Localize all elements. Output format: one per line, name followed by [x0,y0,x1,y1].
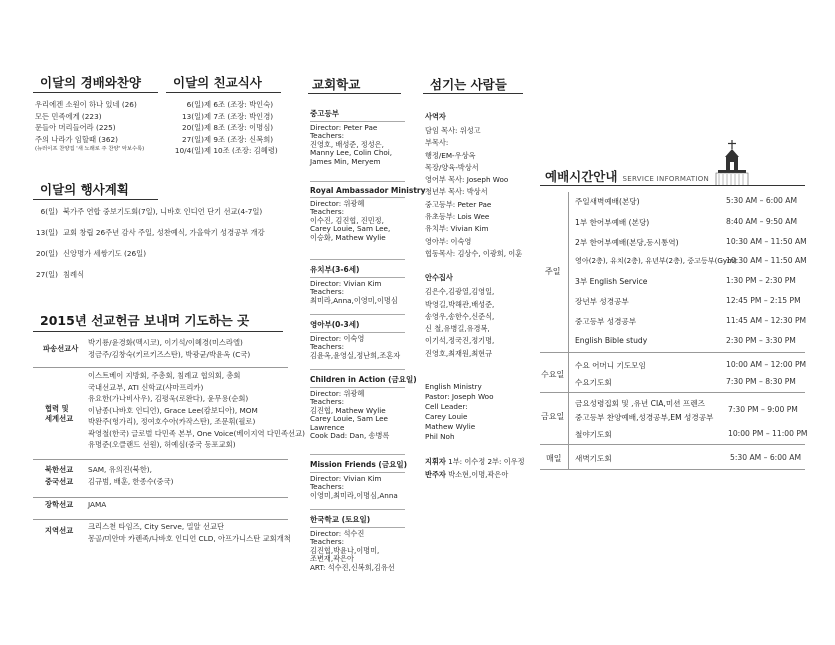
mission-line: JAMA [88,500,107,509]
fellowship-group: 제 7조 (조장: 박인경) [204,111,274,121]
mission-line: 유명준(오클랜드 선원), 허예심(중국 동포교회) [88,440,236,449]
fellowship-group: 제 6조 (조장: 박인숙) [204,100,274,109]
mission-group-label: 장학선교 [45,500,74,509]
service-name: 수요기도회 [575,378,612,387]
staff-line: 영어부 목사: Joseph Woo [425,175,509,185]
school-line: Director: 이숙영 [310,334,365,343]
mission-line: 크리스천 타임즈, City Serve, 밀알 선교단 [88,522,225,531]
hymn-item: 주의 나라가 임할때 (362) [35,134,118,144]
service-day: 매일 [546,454,562,463]
event-date: 20(일) [35,249,58,258]
school-units [310,108,426,584]
divider [540,444,805,445]
hymn-item: 모든 민족에게 (223) [35,111,102,121]
service-time: 12:45 PM – 2:15 PM [726,296,801,305]
service-name: 중고등부 성경공부 [575,317,637,326]
school-line: Director: 석수진 [310,529,365,538]
service-time: 7:30 PM – 8:30 PM [726,377,796,386]
divider [308,93,401,94]
service-time: 10:00 AM – 12:00 PM [726,360,807,369]
staff-line: 담임 목사: 위성고 [425,126,481,135]
divider [310,121,405,122]
school-line: Teachers: [310,207,345,217]
service-time: 5:30 AM – 6:00 AM [726,196,798,205]
mission-group-lines [88,464,173,487]
school-line: Director: Vivian Kim [310,474,382,483]
event-row [30,206,290,227]
fellowship-row [166,111,286,123]
divider [540,185,805,186]
servants-title: 섬기는 사람들 [430,77,507,92]
service-name: 2부 한어부예배(본당,동시통역) [575,238,679,247]
school-unit-name: 한국학교 (토요일) [310,515,371,524]
english-line: Cell Leader: [425,402,468,412]
event-text: 신앙명가 세쌍기도 (26일) [63,249,147,258]
english-ministry [425,382,530,442]
mission-group [33,337,288,367]
staff-line: 유치부: Vivian Kim [425,224,489,234]
school-line: 조변재,곽은아 [310,554,354,564]
event-row [30,269,290,290]
event-date: 6(일) [40,207,58,216]
hymns-list [35,99,144,154]
deacon-line: 김은수,김광열,김영일, [425,287,495,297]
divider [540,469,805,470]
divider [310,387,405,388]
divider [33,331,283,332]
event-date: 27(일) [35,270,58,279]
divider [310,527,405,528]
events-list [30,206,290,290]
school-unit-name: Mission Friends (금요일) [310,460,408,469]
fellowship-group: 제 10조 (조장: 김혜령) [204,146,278,156]
english-line: Carey Louie [425,412,468,422]
staff-line: 행정/EM-우상옥 [425,150,476,160]
conductor-text: 1부: 이수정 2부: 이우정 [448,457,525,467]
service-time: 10:30 AM – 11:50 AM [726,256,807,265]
mission-line: 김규범, 배훈, 한종수(중국) [88,476,174,486]
school-line: Manny Lee, Colin Choi, [310,148,393,158]
school-line: 이영미,최미라,이명심,Anna [310,490,398,500]
event-text: 교회 창립 26주년 감사 주일, 성찬예식, 가을학기 성경공부 개강 [63,228,265,237]
school-line: Carey Louie, Sam Lee [310,414,388,424]
service-day: 금요일 [541,412,565,421]
conductor-row [425,455,530,468]
english-line: Mathew Wylie [425,422,476,432]
school-title: 교회학교 [312,77,361,92]
servants-content [425,112,530,481]
deacon-line: 진영호,최재원,최현규 [425,348,493,358]
school-line: James Min, Meryem [310,156,381,166]
service-name: 주일새벽예배(본당) [575,197,640,206]
divider [310,472,405,473]
event-date: 13(일) [35,228,58,237]
fellowship-date: 20(일) [181,123,204,133]
staff-line: 영아부: 이숙영 [425,236,472,246]
divider [310,277,405,278]
school-line: 최미라,Anna,이영미,이명심 [310,295,398,305]
mission-group-lines [88,370,305,451]
divider [310,197,405,198]
service-time: 11:45 AM – 12:30 PM [726,316,807,325]
staff-line: 협동목사: 김상수, 이광희, 이훈 [425,248,523,258]
school-unit-name: 영아부(0-3세) [310,320,360,329]
hymn-item: 문들아 머리들어라 (225) [35,123,116,132]
school-unit [310,260,405,314]
mission-group-lines [88,499,106,511]
service-day: 주일 [545,267,561,276]
service-name: English Bible study [575,336,648,345]
service-day: 수요일 [541,370,565,379]
mission-group [33,464,288,492]
fellowship-row [166,122,286,134]
deacon-line: 송영우,송한수,신준식, [425,311,495,321]
school-line: 김진협,박윤나,이명미, [310,545,380,555]
mission-group [33,521,291,549]
divider [540,392,805,393]
staff-line: 부목사: [425,138,449,148]
fellowship-date: 13(일) [181,111,204,121]
service-time: 7:30 PM – 9:00 PM [728,405,798,414]
deacons-title: 안수집사 [425,273,453,283]
school-unit [310,510,405,584]
service-name: 장년부 성경공부 [575,297,629,306]
service-time: 10:00 PM – 11:00 PM [728,429,808,438]
school-line: ART: 석수진,신복희,김유선 [310,562,395,572]
staff-title: 사역자 [425,112,446,121]
school-unit [310,108,405,181]
mission-line: 박기룡/윤경화(멕시코), 이기석/이혜경(미스라엘) [88,338,243,347]
event-text: 침례식 [63,270,85,279]
staff-line: 목장/양육-박상서 [425,162,479,172]
fellowship-date: 10/4(일) [174,146,204,156]
mission-group-lines [88,521,291,544]
accompanist-label: 반주자 [425,470,446,480]
divider [33,92,158,93]
mission-line: 곽영철(한국) 글로벌 다민족 본부, One Voice(베이지역 다민족선교) [88,428,305,438]
school-line: Teachers: [310,537,345,547]
school-unit-name: Royal Ambassador Ministry [310,186,426,195]
service-name: 철야기도회 [575,430,612,439]
divider [33,519,288,520]
english-line: English Ministry [425,382,482,392]
divider [540,352,805,353]
service-subtitle: SERVICE INFORMATION [622,175,710,183]
school-unit [310,182,426,259]
service-time: 8:40 AM – 9:50 AM [726,217,798,226]
divider [33,199,158,200]
service-time: 10:30 AM – 11:50 AM [726,237,807,246]
fellowship-group: 제 8조 (조장: 이명심) [204,123,274,133]
school-unit-name: 유치부(3-6세) [310,265,360,274]
events-title: 이달의 행사계획 [40,182,129,197]
fellowship-row [166,134,286,146]
english-line: Pastor: Joseph Woo [425,392,494,402]
school-unit [310,455,408,509]
school-line: Director: 위광혜 [310,199,365,208]
service-name: 새벽기도회 [575,454,612,463]
school-line: 이수진, 김진협, 진민정, [310,215,384,225]
mission-line: 정금주/김창숙(키르키즈스탄), 박광균/박윤옥 (C국) [88,349,251,359]
mission-line: 이남종(나바호 인디언), Grace Lee(캄보디아), MOM [88,405,258,415]
school-line: Cook Dad: Dan, 송병록 [310,431,390,441]
missions-table [33,337,305,549]
fellowship-row [166,145,286,157]
school-line: 진영호, 배성준, 정성은, [310,139,384,149]
event-text: 북가주 연합 중보기도회(7일), 니바호 인디언 단기 선교(4-7일) [63,207,263,216]
divider [33,367,288,368]
mission-group [33,370,305,456]
deacon-line: 신 철,유병길,유경복, [425,324,490,334]
school-line: Teachers: [310,342,345,352]
fellowship-group: 제 9조 (조장: 신복희) [204,134,274,144]
english-line: Phil Noh [425,432,455,442]
service-title: 예배시간안내 [545,169,618,184]
mission-line: 유요한(가나비사우), 김평욱(로완다), 윤무용(순회) [88,394,249,403]
mission-group-label: 협력 및 세계선교 [45,404,74,423]
service-header [545,166,709,185]
school-unit-name: Children in Action (금요일) [310,375,417,384]
mission-group [33,499,288,515]
mission-line: 몽골/미안마 카렌족/나바호 인디언 CLD, 아프가니스탄 교회개척 [88,533,291,543]
school-line: Teachers: [310,287,345,297]
school-line: 이승화, Mathew Wylie [310,232,386,242]
accompanist-row [425,468,530,481]
school-unit [310,370,417,454]
mission-group-label: 지역선교 [45,526,74,535]
hymns-note: (뉴러이프 찬양집 '새 노래로 주 찬양' 악보수록) [35,146,145,152]
fellowship-list [166,99,286,157]
divider [423,93,523,94]
school-line: Director: 위광혜 [310,389,365,398]
service-name: 1부 한어부예배 (본당) [575,218,650,227]
fellowship-title: 이달의 친교식사 [173,75,262,90]
fellowship-date: 6(일) [186,100,204,109]
service-time: 5:30 AM – 6:00 AM [730,453,802,462]
mission-group-label: 파송선교사 [43,344,79,353]
mission-line: SAM, 유의진(북한), [88,465,152,474]
service-name: 3부 English Service [575,277,648,286]
staff-line: 유초등부: Lois Wee [425,212,490,222]
staff-line: 청년부 목사: 박상서 [425,187,488,197]
school-unit-name: 중고등부 [310,109,339,118]
deacon-line: 박영길,박해관,배성준, [425,299,495,309]
event-row [30,248,290,269]
service-time: 1:30 PM – 2:30 PM [726,276,796,285]
mission-group-lines [88,337,250,360]
school-line: Director: Vivian Kim [310,279,382,288]
school-line: Teachers: [310,131,345,141]
divider [310,332,405,333]
service-name: 영아(2층), 유치(2층), 유년부(2층), 중고등부(Gym) [575,256,737,265]
service-name: 중고등부 찬양예배,성경공부,EM 성경공부 [575,413,714,422]
staff-line: 중고등부: Peter Pae [425,199,492,209]
school-line: Teachers: [310,482,345,492]
accompanist-text: 박소현,이명,곽은아 [448,470,509,480]
divider [33,459,288,460]
conductor-label: 지휘자 [425,457,446,467]
hymn-item: 우리에겐 소원이 하나 있네 (26) [35,100,137,109]
deacon-line: 이기석,정국진,정기명, [425,336,495,346]
mission-line: 국내선교부, ATI 신학교(샤마프리카) [88,382,204,392]
music-team [425,455,530,481]
mission-line: 이스트베이 지방회, 주총회, 침례교 협의회, 총회 [88,371,241,380]
service-time: 2:30 PM – 3:30 PM [726,336,796,345]
event-row [30,227,290,248]
missions-title: 2015년 선교헌금 보내며 기도하는 곳 [40,313,250,328]
fellowship-date: 27(일) [181,134,204,144]
mission-line: 박완주(헝가리), 정여호수아(카작스탄), 조문휘(필로) [88,417,256,426]
school-line: 김진협, Mathew Wylie [310,405,386,415]
school-unit [310,315,405,369]
school-line: Lawrence [310,422,345,432]
hymns-title: 이달의 경배와찬양 [40,75,141,90]
school-line: Teachers: [310,397,345,407]
school-line: Carey Louie, Sam Lee, [310,224,391,234]
school-line: 김윤옥,윤영실,정난희,조혼자 [310,350,401,360]
church-icon [715,140,749,190]
service-name: 수요 어머니 기도모임 [575,361,646,370]
divider [166,92,281,93]
divider [33,497,288,498]
fellowship-row [166,99,286,111]
mission-group-label: 북한선교 중국선교 [45,465,74,486]
service-name: 금요성령집회 및 ,유년 CIA,미션 프렌즈 [575,399,705,408]
school-line: Director: Peter Pae [310,123,378,132]
divider [568,192,569,469]
